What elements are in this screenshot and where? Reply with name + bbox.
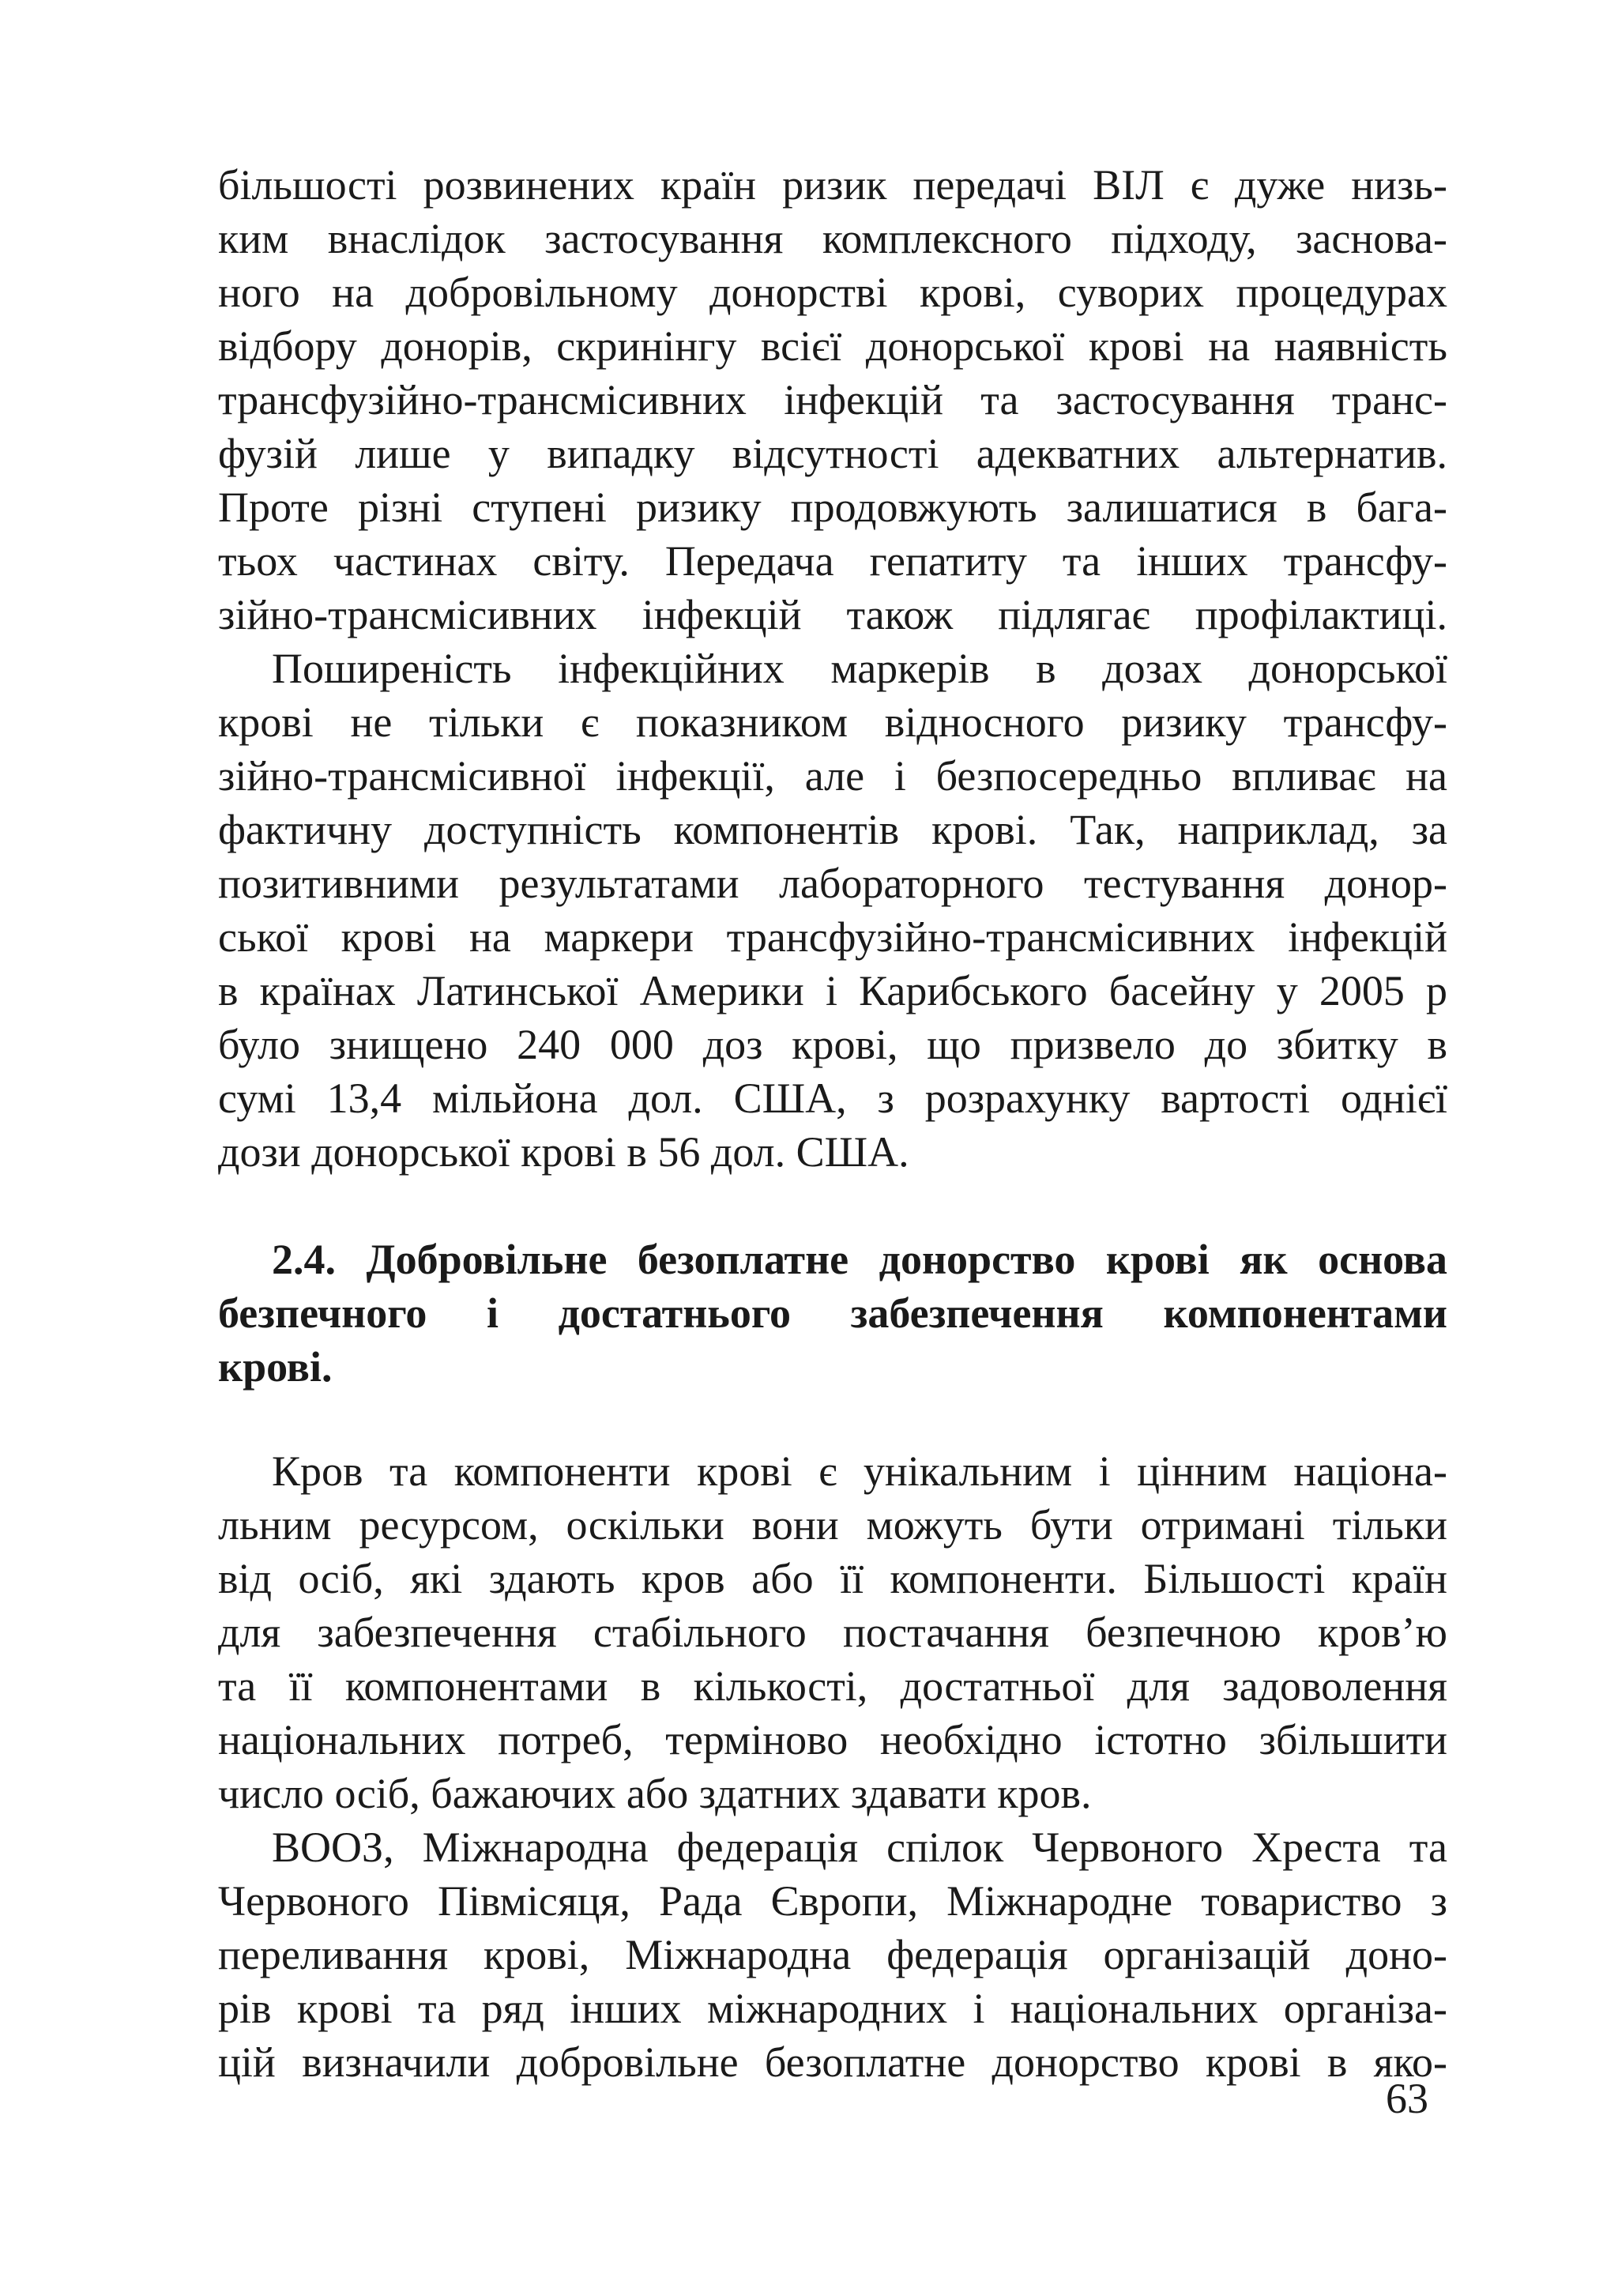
text-line: зійно-трансмісивної інфекції, але і безпосередньо впливає на <box>218 752 1447 800</box>
text-line: Кров та компоненти крові є унікальним і цінним націона- <box>272 1447 1447 1495</box>
text-line: крові. <box>218 1343 333 1391</box>
text-line: 2.4. Добровільне безоплатне донорство крові як основа <box>272 1236 1447 1283</box>
text-line: було знищено 240 000 доз крові, що призвело до збитку в <box>218 1021 1447 1068</box>
text-line: безпечного і достатнього забезпечення компонентами <box>218 1289 1447 1337</box>
paragraph-2 <box>218 642 1447 1179</box>
text-line: рів крові та ряд інших міжнародних і національних організа- <box>218 1985 1447 2032</box>
text-line: льним ресурсом, оскільки вони можуть бути отримані тільки <box>218 1501 1447 1549</box>
text-line: та її компонентами в кількості, достатньої для задоволення <box>218 1662 1447 1710</box>
text-line: ВООЗ, Міжнародна федерація спілок Червоного Хреста та <box>272 1824 1447 1871</box>
text-line: трансфузійно-трансмісивних інфекцій та застосування транс- <box>218 376 1447 423</box>
paragraph-1 <box>218 158 1447 642</box>
text-line: ким внаслідок застосування комплексного підходу, заснова- <box>218 215 1447 262</box>
text-line: фузій лише у випадку відсутності адекватних альтернатив. <box>218 430 1447 477</box>
text-line: число осіб, бажаючих або здатних здавати кров. <box>218 1770 1092 1817</box>
paragraph-3 <box>218 1444 1447 1820</box>
text-line: сумі 13,4 мільйона дол. США, з розрахунку вартості однієї <box>218 1075 1447 1122</box>
text-line: фактичну доступність компонентів крові. Так, наприклад, за <box>218 806 1447 853</box>
text-line: переливання крові, Міжнародна федерація організацій доно- <box>218 1931 1447 1978</box>
page-number: 63 <box>1386 2075 1428 2122</box>
text-line: національних потреб, терміново необхідно істотно збільшити <box>218 1716 1447 1763</box>
text-line: дози донорської крові в 56 дол. США. <box>218 1128 909 1176</box>
text-line: від осіб, які здають кров або її компоненти. Більшості країн <box>218 1555 1447 1602</box>
text-line: цій визначили добровільне безоплатне донорство крові в яко- <box>218 2038 1447 2086</box>
text-line: тьох частинах світу. Передача гепатиту та інших трансфу- <box>218 537 1447 585</box>
text-line: більшості розвинених країн ризик передачі ВІЛ є дуже низь- <box>218 161 1447 209</box>
text-line: ської крові на маркери трансфузійно-трансмісивних інфекцій <box>218 913 1447 961</box>
text-line: позитивними результатами лабораторного тестування донор- <box>218 860 1447 907</box>
text-line: відбору донорів, скринінгу всієї донорської крові на наявність <box>218 322 1447 370</box>
text-line: ного на добровільному донорстві крові, суворих процедурах <box>218 269 1447 316</box>
section-heading <box>218 1233 1447 1394</box>
text-line: крові не тільки є показником відносного ризику трансфу- <box>218 698 1447 746</box>
text-line: Проте різні ступені ризику продовжують залишатися в бага- <box>218 484 1447 531</box>
text-line: для забезпечення стабільного постачання безпечною кров’ю <box>218 1609 1447 1656</box>
paragraph-4 <box>218 1820 1447 2089</box>
text-line: зійно-трансмісивних інфекцій також підлягає профілактиці. <box>218 591 1447 638</box>
text-line: Поширеність інфекційних маркерів в дозах донорської <box>272 645 1447 692</box>
text-line: в країнах Латинської Америки і Карибського басейну у 2005 р <box>218 967 1447 1014</box>
text-line: Червоного Півмісяця, Рада Європи, Міжнародне товариство з <box>218 1877 1447 1925</box>
